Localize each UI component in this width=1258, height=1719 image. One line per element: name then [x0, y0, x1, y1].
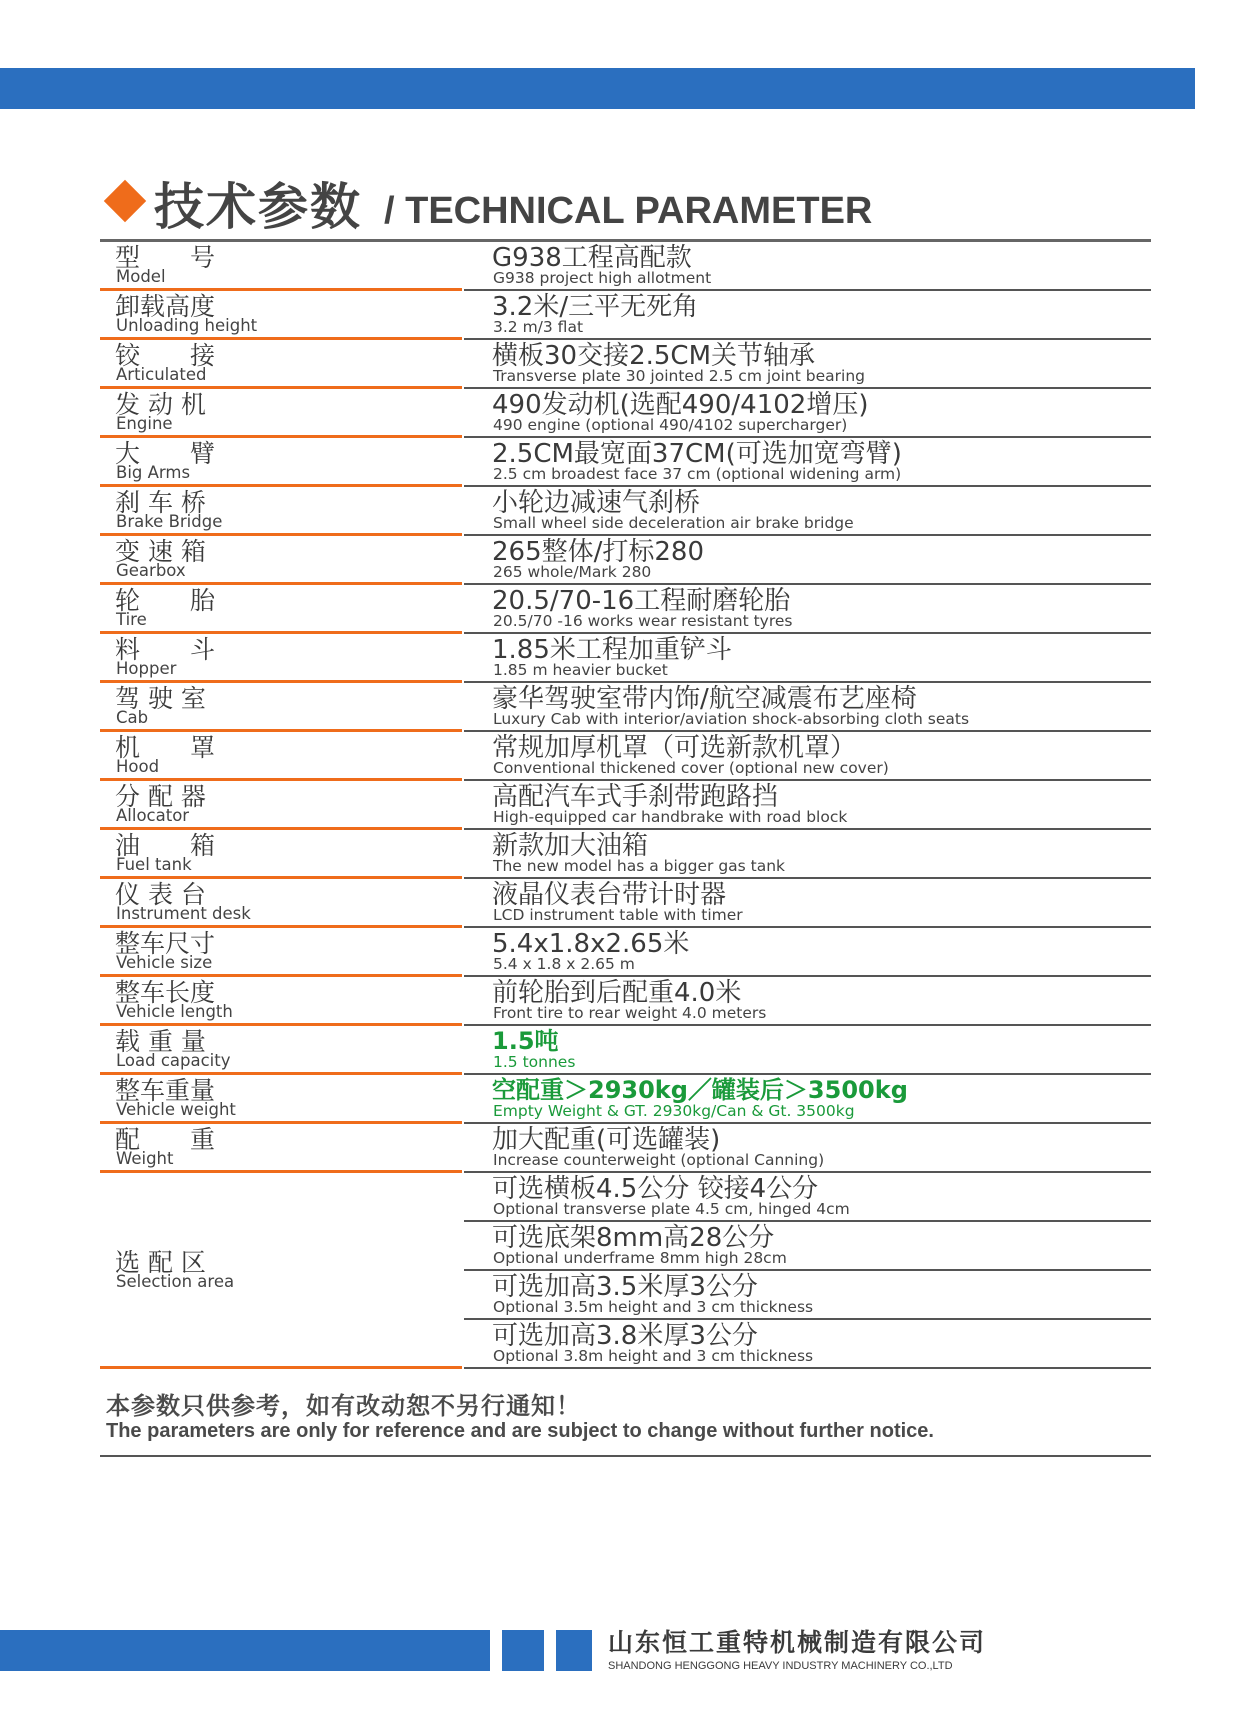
- param-value-cell: [464, 781, 1151, 830]
- param-label-zh: 整车尺寸: [115, 929, 216, 958]
- param-value-cell: [464, 291, 1151, 340]
- option-value-zh: 可选加高3.8米厚3公分: [492, 1321, 758, 1351]
- param-row-load-capacity: [100, 1026, 1151, 1075]
- option-value-en: Optional underframe 8mm high 28cm: [493, 1249, 787, 1267]
- param-label-en: Vehicle length: [116, 1002, 233, 1021]
- option-value-zh: 可选加高3.5米厚3公分: [492, 1272, 758, 1302]
- param-row-model: [100, 242, 1151, 291]
- company-name-zh: 山东恒工重特机械制造有限公司: [608, 1628, 987, 1657]
- company-name-en: SHANDONG HENGGONG HEAVY INDUSTRY MACHINERY CO.,LTD: [608, 1660, 953, 1672]
- param-value-zh: 常规加厚机罩（可选新款机罩）: [492, 733, 857, 763]
- param-value-en: Empty Weight & GT. 2930kg/Can & Gt. 3500kg: [493, 1102, 855, 1120]
- param-value-cell: [464, 928, 1151, 977]
- footer-square-decoration: [502, 1630, 544, 1671]
- param-value-zh: 20.5/70-16工程耐磨轮胎: [492, 586, 791, 616]
- param-value-zh: 3.2米/三平无死角: [492, 292, 699, 322]
- param-value-zh: 液晶仪表台带计时器: [492, 880, 727, 910]
- param-label-zh: 仪 表 台: [115, 880, 206, 909]
- param-value-zh: 5.4x1.8x2.65米: [492, 929, 690, 959]
- param-row-brake-bridge: [100, 487, 1151, 536]
- param-label-cell: [100, 781, 462, 830]
- param-label-en: Instrument desk: [116, 904, 251, 923]
- param-label-en: Load capacity: [116, 1051, 231, 1070]
- param-label-cell: [100, 977, 462, 1026]
- param-value-zh: 1.85米工程加重铲斗: [492, 635, 732, 665]
- param-label-cell: [100, 1026, 462, 1075]
- param-value-zh: 新款加大油箱: [492, 831, 649, 861]
- param-label-en: Model: [116, 267, 166, 286]
- param-value-zh: 2.5CM最宽面37CM(可选加宽弯臂): [492, 439, 902, 469]
- param-row-tire: [100, 585, 1151, 634]
- param-row-hood: [100, 732, 1151, 781]
- param-value-en: High-equipped car handbrake with road block: [493, 808, 848, 826]
- param-label-en: Allocator: [116, 806, 190, 825]
- param-label-zh: 机 罩: [115, 733, 216, 762]
- param-value-zh: 高配汽车式手刹带跑路挡: [492, 782, 779, 812]
- param-row-weight: [100, 1124, 1151, 1173]
- disclaimer-divider: [100, 1455, 1151, 1457]
- param-row-gearbox: [100, 536, 1151, 585]
- option-value-en: Optional 3.8m height and 3 cm thickness: [493, 1347, 814, 1365]
- param-row-unloading-height: [100, 291, 1151, 340]
- heading-title-en: / TECHNICAL PARAMETER: [384, 190, 873, 232]
- param-label-zh: 铰 接: [115, 341, 216, 370]
- param-label-en: Vehicle size: [116, 953, 213, 972]
- param-label-zh: 卸载高度: [115, 292, 216, 321]
- param-value-en: LCD instrument table with timer: [493, 906, 743, 924]
- param-value-en: 20.5/70 -16 works wear resistant tyres: [493, 612, 793, 630]
- selection-label-cell: [100, 1173, 462, 1369]
- param-label-cell: [100, 536, 462, 585]
- param-label-cell: [100, 585, 462, 634]
- param-value-en: G938 project high allotment: [493, 269, 712, 287]
- param-value-zh: 横板30交接2.5CM关节轴承: [492, 341, 816, 371]
- param-label-zh: 整车长度: [115, 978, 216, 1007]
- footer-square-decoration: [556, 1630, 592, 1671]
- param-value-cell: [464, 438, 1151, 487]
- param-value-en: Increase counterweight (optional Canning): [493, 1151, 825, 1169]
- param-value-cell: [464, 340, 1151, 389]
- param-label-cell: [100, 340, 462, 389]
- param-label-cell: [100, 438, 462, 487]
- param-value-zh: 265整体/打标280: [492, 537, 705, 567]
- diamond-bullet-icon: [104, 180, 146, 222]
- param-value-cell: [464, 1124, 1151, 1173]
- param-label-en: Weight: [116, 1149, 174, 1168]
- param-label-en: Engine: [116, 414, 173, 433]
- param-value-en: The new model has a bigger gas tank: [493, 857, 786, 875]
- param-row-instrument-desk: [100, 879, 1151, 928]
- option-value-zh: 可选横板4.5公分 铰接4公分: [492, 1174, 819, 1204]
- param-label-en: Hood: [116, 757, 160, 776]
- parameter-table: [100, 242, 1151, 1369]
- param-label-en: Tire: [116, 610, 147, 629]
- param-value-en: 2.5 cm broadest face 37 cm (optional widening arm): [493, 465, 902, 483]
- param-row-vehicle-weight: [100, 1075, 1151, 1124]
- param-value-cell: [464, 585, 1151, 634]
- param-value-zh: 490发动机(选配490/4102增压): [492, 390, 869, 420]
- selection-option: [464, 1222, 1151, 1271]
- param-label-cell: [100, 1124, 462, 1173]
- param-value-zh: 1.5吨: [492, 1027, 559, 1055]
- param-row-vehicle-size: [100, 928, 1151, 977]
- param-row-cab: [100, 683, 1151, 732]
- param-row-fuel-tank: [100, 830, 1151, 879]
- section-heading: [104, 162, 873, 236]
- param-value-cell: [464, 683, 1151, 732]
- param-label-cell: [100, 732, 462, 781]
- param-value-cell: [464, 242, 1151, 291]
- param-label-en: Brake Bridge: [116, 512, 223, 531]
- param-value-cell: [464, 487, 1151, 536]
- disclaimer-en: The parameters are only for reference and are subject to change without further notice.: [106, 1420, 934, 1442]
- selection-option: [464, 1173, 1151, 1222]
- param-label-zh: 配 重: [115, 1125, 216, 1154]
- param-label-en: Vehicle weight: [116, 1100, 236, 1119]
- param-label-cell: [100, 487, 462, 536]
- selection-option: [464, 1271, 1151, 1320]
- option-value-en: Optional 3.5m height and 3 cm thickness: [493, 1298, 814, 1316]
- param-value-en: Luxury Cab with interior/aviation shock-absorbing cloth seats: [493, 710, 970, 728]
- param-value-en: 1.5 tonnes: [493, 1053, 576, 1071]
- param-value-zh: 豪华驾驶室带内饰/航空减震布艺座椅: [492, 684, 917, 714]
- param-value-cell: [464, 536, 1151, 585]
- param-value-cell: [464, 879, 1151, 928]
- option-value-en: Optional transverse plate 4.5 cm, hinged 4cm: [493, 1200, 850, 1218]
- param-label-zh: 油 箱: [115, 831, 216, 860]
- param-label-cell: [100, 1075, 462, 1124]
- param-row-allocator: [100, 781, 1151, 830]
- param-label-en: Cab: [116, 708, 149, 727]
- param-label-cell: [100, 242, 462, 291]
- param-value-en: Front tire to rear weight 4.0 meters: [493, 1004, 767, 1022]
- param-value-en: 490 engine (optional 490/4102 supercharger): [493, 416, 848, 434]
- param-label-zh: 分 配 器: [115, 782, 206, 811]
- selection-options: [464, 1173, 1151, 1369]
- option-value-zh: 可选底架8mm高28公分: [492, 1223, 775, 1253]
- selection-area-group: [100, 1173, 1151, 1369]
- param-label-zh: 载 重 量: [115, 1027, 206, 1056]
- param-label-zh: 型 号: [115, 243, 216, 272]
- param-label-en: Big Arms: [116, 463, 191, 482]
- param-row-hopper: [100, 634, 1151, 683]
- param-value-zh: 小轮边减速气刹桥: [492, 488, 701, 518]
- param-value-en: Transverse plate 30 jointed 2.5 cm joint bearing: [493, 367, 865, 385]
- param-value-en: 1.85 m heavier bucket: [493, 661, 668, 679]
- footer-bar: [0, 1630, 490, 1671]
- param-value-en: 3.2 m/3 flat: [493, 318, 584, 336]
- selection-label-en: Selection area: [116, 1272, 235, 1291]
- param-row-engine: [100, 389, 1151, 438]
- param-label-en: Gearbox: [116, 561, 186, 580]
- heading-title-zh: 技术参数: [154, 178, 362, 236]
- param-value-zh: 空配重＞2930kg／罐装后＞3500kg: [492, 1076, 908, 1104]
- param-value-cell: [464, 1075, 1151, 1124]
- param-label-zh: 刹 车 桥: [115, 488, 206, 517]
- param-label-zh: 发 动 机: [115, 390, 206, 419]
- param-value-en: Conventional thickened cover (optional new cover): [493, 759, 889, 777]
- param-label-zh: 轮 胎: [115, 586, 216, 615]
- param-value-cell: [464, 389, 1151, 438]
- param-value-en: 5.4 x 1.8 x 2.65 m: [493, 955, 635, 973]
- param-row-vehicle-length: [100, 977, 1151, 1026]
- param-row-big-arms: [100, 438, 1151, 487]
- param-label-en: Articulated: [116, 365, 207, 384]
- param-label-zh: 整车重量: [115, 1076, 216, 1105]
- param-label-en: Unloading height: [116, 316, 258, 335]
- param-label-cell: [100, 634, 462, 683]
- param-label-cell: [100, 389, 462, 438]
- top-banner-bar: [0, 68, 1195, 109]
- param-value-cell: [464, 977, 1151, 1026]
- param-value-cell: [464, 634, 1151, 683]
- param-label-zh: 大 臂: [115, 439, 216, 468]
- selection-option: [464, 1320, 1151, 1369]
- param-row-articulated: [100, 340, 1151, 389]
- param-label-cell: [100, 291, 462, 340]
- param-value-cell: [464, 1026, 1151, 1075]
- param-value-cell: [464, 830, 1151, 879]
- param-label-zh: 驾 驶 室: [115, 684, 206, 713]
- param-value-zh: 前轮胎到后配重4.0米: [492, 978, 742, 1008]
- param-label-cell: [100, 879, 462, 928]
- param-label-zh: 料 斗: [115, 635, 216, 664]
- param-label-zh: 变 速 箱: [115, 537, 206, 566]
- selection-label-zh: 选 配 区: [115, 1248, 206, 1277]
- param-value-en: 265 whole/Mark 280: [493, 563, 652, 581]
- param-value-zh: G938工程高配款: [492, 243, 692, 273]
- param-label-en: Hopper: [116, 659, 177, 678]
- param-value-en: Small wheel side deceleration air brake bridge: [493, 514, 854, 532]
- param-label-cell: [100, 928, 462, 977]
- param-label-cell: [100, 830, 462, 879]
- param-value-cell: [464, 732, 1151, 781]
- param-value-zh: 加大配重(可选罐装): [492, 1125, 721, 1155]
- param-label-en: Fuel tank: [116, 855, 192, 874]
- disclaimer-zh: 本参数只供参考，如有改动恕不另行通知！: [106, 1392, 581, 1420]
- param-label-cell: [100, 683, 462, 732]
